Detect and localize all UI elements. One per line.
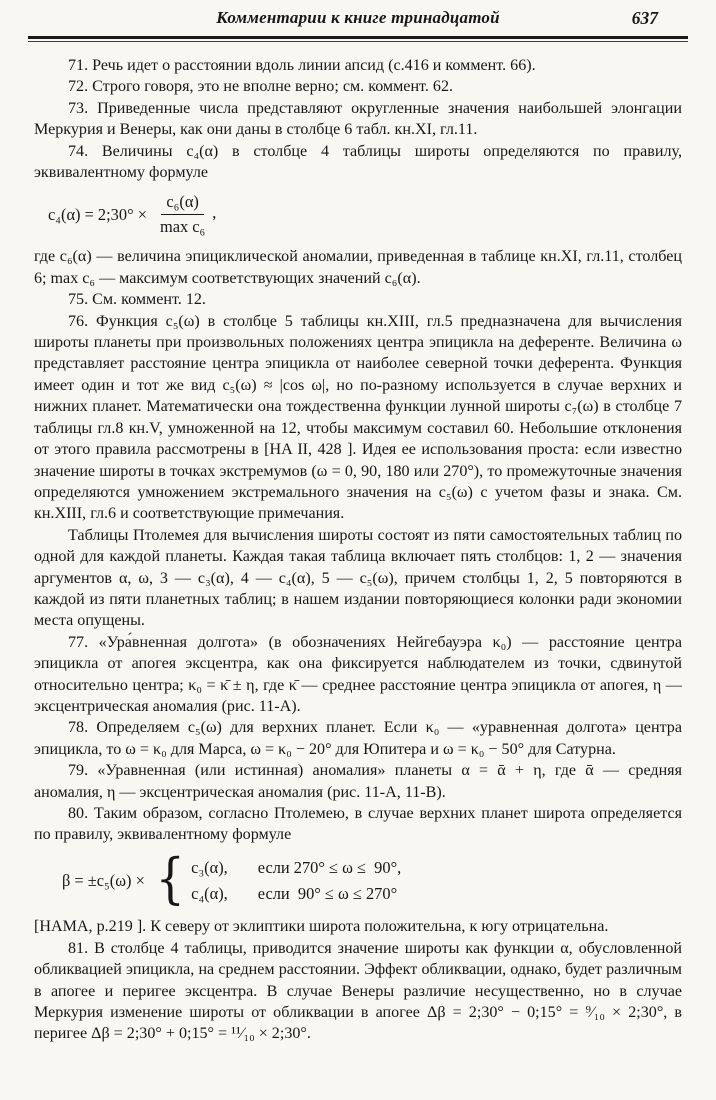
comment-79: 79. «Уравненная (или истинная) аномалия» планеты α = ᾱ + η, где ᾱ — средняя аномалия, η — эксцентрическая аномалия (рис. 11-А, 11-В). (34, 762, 682, 801)
case-condition: если 90° ≤ ω ≤ 270° (257, 884, 398, 904)
header-rule (28, 36, 688, 42)
comment-74-note: где c₆(α) — величина эпициклической аномалии, приведенная в таблице кн.XI, гл.11, столбец 6; max c₆ — максимум соответствующих значений c₆(α). (34, 248, 682, 287)
case-rows (191, 858, 401, 904)
fraction-denominator: max c₆ (159, 217, 206, 237)
case-expression: c₃(α), (191, 858, 228, 878)
formula-beta (62, 846, 682, 910)
running-title: Комментарии к книге тринадцатой (216, 8, 500, 27)
comment-81: 81. В столбце 4 таблицы, приводится значение широты как функции α, обусловленной обликвацией эпицикла, на среднем расстоянии. Эффект обликвации, однако, будет различным в апогее и перигее эксцентра. В случае Венеры различие несущественно, но в случае Меркурия изменение широты от обликвации в апогее Δβ = 2;30° − 0;15° = ⁹⁄₁₀ × 2;30°, в перигее Δβ = 2;30° + 0;15° = ¹¹⁄₁₀ × 2;30°. (34, 939, 682, 1043)
comment-73: 73. Приведенные числа представляют округленные значения наибольшей элонгации Меркурия и Венеры, как они даны в столбце 6 табл. кн.XI, гл.11. (34, 99, 682, 139)
comment-76-tables: Таблицы Птолемея для вычисления широты состоят из пяти самостоятельных таблиц по одной для каждой планеты. Каждая такая таблица включает пять столбцов: 1, 2 — значения аргументов α, ω, 3 — c₃(α), 4 — c₄(α), 5 — c₅(ω), причем столбцы 1, 2, 5 повторяются в каждой из пяти планетных таблиц; в нашем издании повторяющиеся колонки ради экономии места опущены. (34, 526, 682, 630)
curly-brace: { (155, 846, 185, 910)
page-number: 637 (631, 8, 658, 28)
comment-78: 78. Определяем c₅(ω) для верхних планет. Если κ₀ — «уравненная долгота» центра эпицикла, то ω = κ₀ для Марса, ω = κ₀ − 20° для Юпитера и ω = κ₀ − 50° для Сатурна. (34, 719, 682, 758)
comment-71: 71. Речь идет о расстоянии вдоль линии апсид (с.416 и коммент. 66). (68, 57, 536, 74)
fraction-numerator: c₆(α) (161, 192, 204, 215)
formula-left-side: β = ±c₅(ω) × (62, 871, 145, 891)
comment-77: 77. «Ура́вненная долгота» (в обозначениях Нейгебауэра κ₀) — расстояние центра эпицикла от апогея эксцентра, как она фиксируется наблюдателем из точки, сдвинутой относительно центра; κ₀ = κ̄ ± η, где κ̄ — среднее расстояние центра эпицикла от апогея, η — эксцентрическая аномалия (рис. 11-А). (34, 633, 682, 715)
comment-76: 76. Функция c₅(ω) в столбце 5 таблицы кн.XIII, гл.5 предназначена для вычисления широты планеты при произвольных положениях центра эпицикла на деференте. Величина ω представляет расстояние центра эпицикла от наиболее северной точки деферента. Функция имеет один и тот же вид c₅(ω) ≈ |cos ω|, но по-разному используется в случае верхних и нижних планет. Математически она тождественна функции лунной широты c₇(ω) в столбце 7 таблицы гл.8 кн.V, умноженной на 12, чтобы максимум составил 60. Небольшие отклонения от этого правила рассмотрены в [HA II, 428 ]. Идея ее использования проста: если известно значение широты в точках экстремумов (ω = 0, 90, 180 или 270°), то промежуточные значения определяются умножением экстремального значения на c₅(ω) с учетом фазы и знака. См. кн.XIII, гл.6 и соответствующие примечания. (34, 312, 682, 523)
comment-80-reference: [HAMA, p.219 ]. К северу от эклиптики широта положительна, к югу отрицательна. (34, 918, 609, 936)
formula-suffix: , (212, 203, 217, 223)
case-condition: если 270° ≤ ω ≤ 90°, (257, 858, 402, 878)
comment-74: 74. Величины c₄(α) в столбце 4 таблицы широты определяются по правилу, эквивалентному формуле (34, 142, 682, 182)
comment-75: 75. См. коммент. 12. (68, 291, 206, 309)
page-body (34, 55, 682, 1045)
formula-c4 (48, 192, 682, 237)
comment-72: 72. Строго говоря, это не вполне верно; см. коммент. 62. (68, 78, 454, 96)
fraction (155, 192, 210, 237)
formula-left-side: c₄(α) = 2;30° × (48, 204, 147, 224)
comment-80: 80. Таким образом, согласно Птолемею, в случае верхних планет широта определяется по правилу, эквивалентному формуле (34, 805, 682, 844)
case-expression: c₄(α), (191, 884, 228, 904)
running-head (34, 6, 682, 32)
